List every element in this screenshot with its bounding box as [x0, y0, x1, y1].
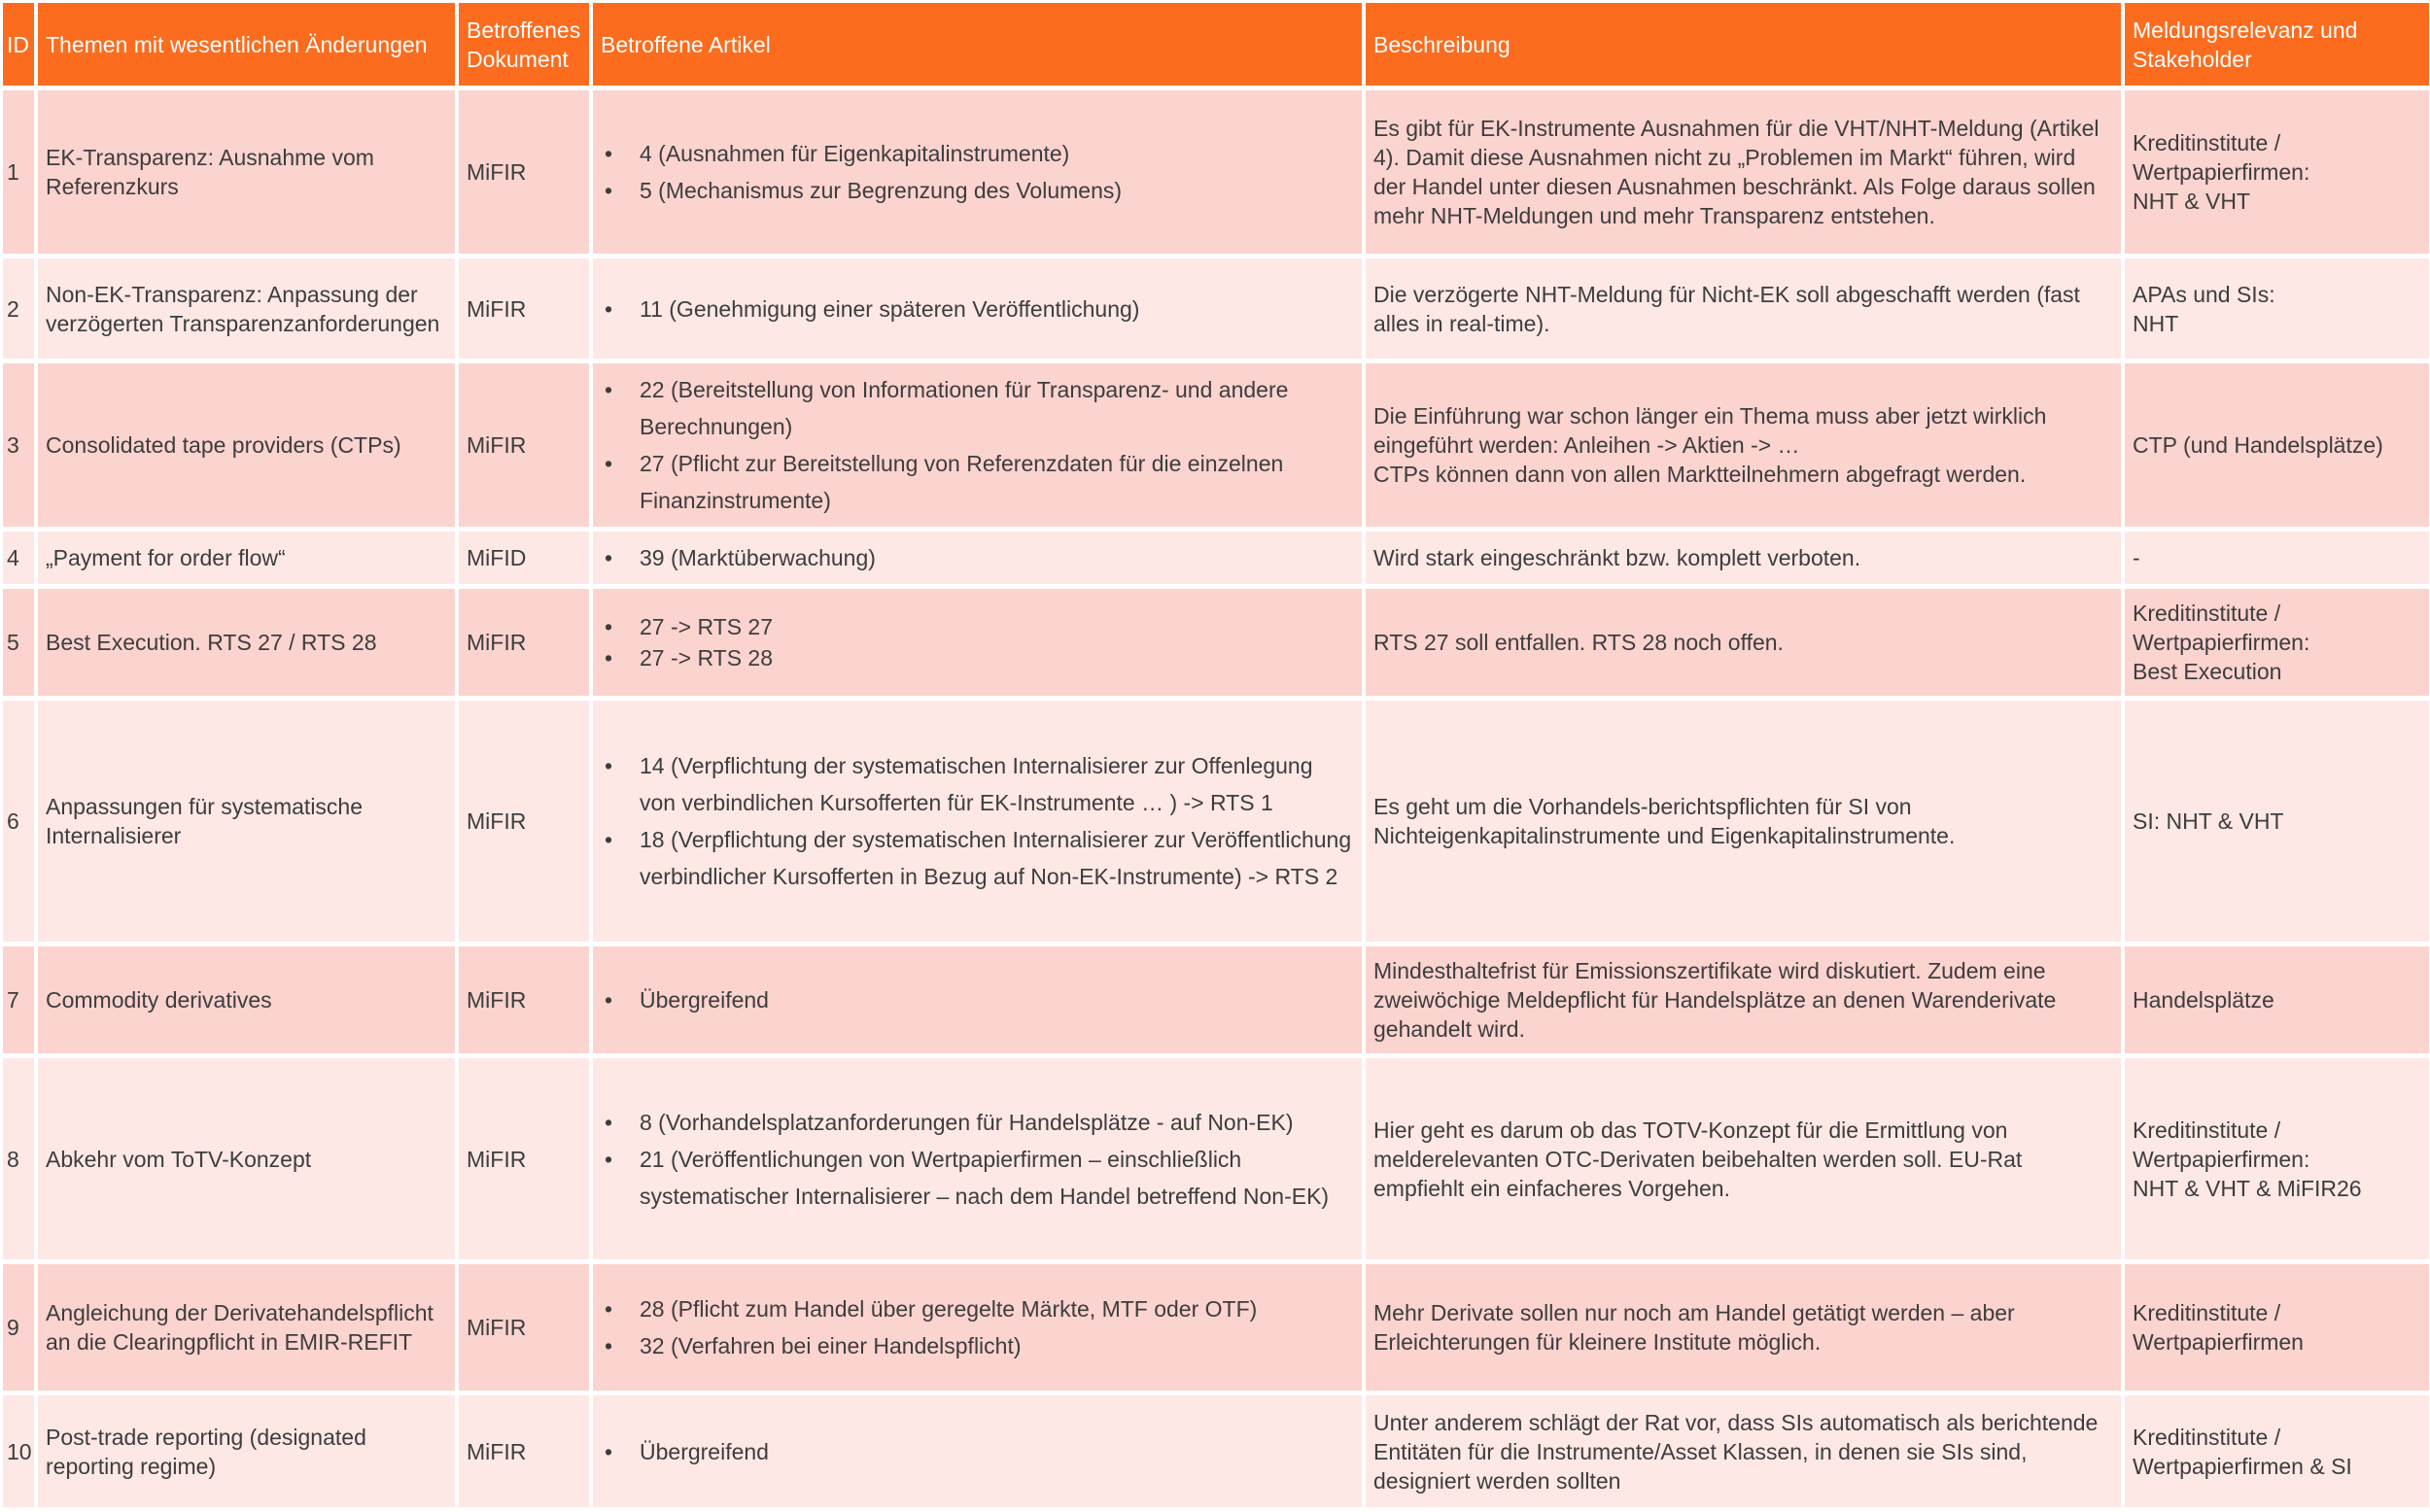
row-beschreibung: [1366, 532, 2121, 584]
row-artikel: [593, 90, 1362, 254]
row-artikel: [593, 363, 1362, 527]
row-thema: Angleichung der Derivatehandelspflicht an die Clearingpflicht in EMIR-REFIT: [38, 1264, 455, 1391]
beschreibung-text: Es gibt für EK-Instrumente Ausnahmen für die VHT/NHT-Meldung (Artikel 4). Damit diese Ausnahmen nicht zu „Problemen im Markt“ führen, wird der Handel unter diesen Ausnahmen beschränkt. Als Folge daraus sollen mehr NHT-Meldungen und mehr Transparenz entstehen.: [1373, 116, 2100, 228]
relevanz-text: APAs und SIs:: [2133, 281, 2275, 307]
row-beschreibung: [1366, 90, 2121, 254]
artikel-item: • 28 (Pflicht zum Handel über geregelte Märkte, MTF oder OTF): [640, 1290, 1354, 1327]
artikel-item: • 8 (Vorhandelsplatzanforderungen für Handelsplätze - auf Non-EK): [640, 1104, 1354, 1141]
artikel-item: • Übergreifend: [640, 1433, 1354, 1470]
artikel-list: [601, 611, 1354, 673]
header-relevanz: Meldungsrelevanz und Stakeholder: [2125, 3, 2429, 86]
beschreibung-text: Hier geht es darum ob das TOTV-Konzept für die Ermittlung von melderelevanten OTC-Derivaten beibehalten werden soll. EU-Rat empfiehlt ein einfacheres Vorgehen.: [1373, 1117, 2023, 1201]
beschreibung-text: Mehr Derivate sollen nur noch am Handel getätigt werden – aber Erleichterungen für kleinere Institute möglich.: [1373, 1300, 2015, 1355]
row-beschreibung: [1366, 946, 2121, 1053]
row-dokument: MiFIR: [459, 258, 589, 359]
row-id: 6: [3, 701, 34, 942]
row-artikel: [593, 1395, 1362, 1507]
row-id: 10: [3, 1395, 34, 1507]
row-beschreibung: [1366, 701, 2121, 942]
artikel-item: • Übergreifend: [640, 981, 1354, 1018]
artikel-list: [601, 135, 1354, 209]
beschreibung-text: Die verzögerte NHT-Meldung für Nicht-EK soll abgeschafft werden (fast alles in real-time).: [1373, 281, 2080, 336]
row-artikel: [593, 532, 1362, 584]
header-row: [3, 3, 2429, 86]
table-row: [3, 90, 2429, 254]
header-themen: Themen mit wesentlichen Änderungen: [38, 3, 455, 86]
row-dokument: MiFIR: [459, 946, 589, 1053]
row-artikel: [593, 701, 1362, 942]
relevanz-text: NHT & VHT: [2133, 189, 2250, 214]
row-thema: Consolidated tape providers (CTPs): [38, 363, 455, 527]
beschreibung-text: Wird stark eingeschränkt bzw. komplett verboten.: [1373, 545, 1861, 570]
artikel-item: • 11 (Genehmigung einer späteren Veröffentlichung): [640, 291, 1354, 327]
row-id: 7: [3, 946, 34, 1053]
relevanz-text: Kreditinstitute / Wertpapierfirmen:: [2133, 601, 2310, 655]
table-body: [3, 90, 2429, 1507]
row-id: 9: [3, 1264, 34, 1391]
row-artikel: [593, 258, 1362, 359]
row-relevanz: [2125, 1058, 2429, 1259]
table-row: [3, 1264, 2429, 1391]
row-thema: Commodity derivatives: [38, 946, 455, 1053]
artikel-item: • 14 (Verpflichtung der systematischen Internalisierer zur Offenlegung von verbindlichen Kursofferten für EK-Instrumente … ) -> RTS 1: [640, 747, 1354, 821]
relevanz-text: NHT & VHT & MiFIR26: [2133, 1175, 2362, 1201]
beschreibung-text: Mindesthaltefrist für Emissionszertifikate wird diskutiert. Zudem eine zweiwöchige Meldepflicht für Handelsplätze an denen Warenderivate gehandelt wird.: [1373, 958, 2057, 1042]
table-row: [3, 258, 2429, 359]
table-row: [3, 589, 2429, 696]
row-thema: „Payment for order flow“: [38, 532, 455, 584]
row-artikel: [593, 946, 1362, 1053]
artikel-list: [601, 1290, 1354, 1364]
row-dokument: MiFID: [459, 532, 589, 584]
artikel-list: [601, 291, 1354, 327]
row-relevanz: [2125, 1264, 2429, 1391]
table-row: [3, 946, 2429, 1053]
beschreibung-text: Es geht um die Vorhandels-berichtspflichten für SI von Nichteigenkapitalinstrumente und Eigenkapitalinstrumente.: [1373, 794, 1956, 848]
row-id: 1: [3, 90, 34, 254]
row-dokument: MiFIR: [459, 1058, 589, 1259]
table-row: [3, 1395, 2429, 1507]
row-dokument: MiFIR: [459, 589, 589, 696]
table-row: [3, 363, 2429, 527]
row-id: 4: [3, 532, 34, 584]
row-dokument: MiFIR: [459, 701, 589, 942]
row-thema: Non-EK-Transparenz: Anpassung der verzögerten Transparenzanforderungen: [38, 258, 455, 359]
row-relevanz: [2125, 701, 2429, 942]
relevanz-text: Best Execution: [2133, 659, 2282, 684]
artikel-item: • 22 (Bereitstellung von Informationen für Transparenz- und andere Berechnungen): [640, 371, 1354, 445]
relevanz-text: NHT: [2133, 310, 2179, 336]
row-id: 3: [3, 363, 34, 527]
row-thema: Best Execution. RTS 27 / RTS 28: [38, 589, 455, 696]
row-thema: EK-Transparenz: Ausnahme vom Referenzkurs: [38, 90, 455, 254]
artikel-item: • 21 (Veröffentlichungen von Wertpapierfirmen – einschließlich systematischer Internalisierer – nach dem Handel betreffend Non-EK): [640, 1141, 1354, 1215]
row-relevanz: [2125, 532, 2429, 584]
artikel-list: [601, 1433, 1354, 1470]
relevanz-text: -: [2133, 545, 2140, 570]
artikel-item: • 5 (Mechanismus zur Begrenzung des Volumens): [640, 172, 1354, 209]
row-relevanz: [2125, 589, 2429, 696]
row-beschreibung: [1366, 1395, 2121, 1507]
row-thema: Post-trade reporting (designated reporting regime): [38, 1395, 455, 1507]
artikel-item: • 39 (Marktüberwachung): [640, 539, 1354, 576]
header-dokument: Betroffenes Dokument: [459, 3, 589, 86]
beschreibung-text: Unter anderem schlägt der Rat vor, dass SIs automatisch als berichtende Entitäten für die Instrumente/Asset Klassen, in denen sie SIs sind, designiert werden sollten: [1373, 1409, 2099, 1494]
row-relevanz: [2125, 90, 2429, 254]
row-artikel: [593, 1058, 1362, 1259]
beschreibung-text: Die Einführung war schon länger ein Thema muss aber jetzt wirklich eingeführt werden: Anleihen -> Aktien -> …: [1373, 403, 2047, 458]
relevanz-text: Kreditinstitute / Wertpapierfirmen & SI: [2133, 1424, 2352, 1479]
row-relevanz: [2125, 1395, 2429, 1507]
artikel-item: • 18 (Verpflichtung der systematischen Internalisierer zur Veröffentlichung verbindlicher Kursofferten in Bezug auf Non-EK-Instrumente) -> RTS 2: [640, 821, 1354, 895]
header-id: ID: [3, 3, 34, 86]
table-row: [3, 701, 2429, 942]
row-beschreibung: [1366, 1264, 2121, 1391]
header-artikel: Betroffene Artikel: [593, 3, 1362, 86]
artikel-list: [601, 747, 1354, 895]
row-thema: Abkehr vom ToTV-Konzept: [38, 1058, 455, 1259]
row-beschreibung: [1366, 258, 2121, 359]
artikel-item: • 4 (Ausnahmen für Eigenkapitalinstrumente): [640, 135, 1354, 172]
row-dokument: MiFIR: [459, 1395, 589, 1507]
relevanz-text: Kreditinstitute / Wertpapierfirmen:: [2133, 130, 2310, 185]
row-id: 2: [3, 258, 34, 359]
relevanz-text: CTP (und Handelsplätze): [2133, 432, 2383, 458]
artikel-list: [601, 539, 1354, 576]
artikel-list: [601, 371, 1354, 519]
table-row: [3, 1058, 2429, 1259]
row-relevanz: [2125, 258, 2429, 359]
artikel-item: • 27 -> RTS 28: [640, 642, 1354, 673]
artikel-item: • 27 -> RTS 27: [640, 611, 1354, 642]
relevanz-text: Handelsplätze: [2133, 987, 2274, 1013]
beschreibung-text: CTPs können dann von allen Marktteilnehmern abgefragt werden.: [1373, 462, 2027, 487]
row-beschreibung: [1366, 589, 2121, 696]
relevanz-text: Kreditinstitute / Wertpapierfirmen:: [2133, 1117, 2310, 1172]
row-artikel: [593, 589, 1362, 696]
row-id: 5: [3, 589, 34, 696]
relevanz-text: SI: NHT & VHT: [2133, 808, 2284, 834]
row-dokument: MiFIR: [459, 363, 589, 527]
header-beschreibung: Beschreibung: [1366, 3, 2121, 86]
artikel-item: • 27 (Pflicht zur Bereitstellung von Referenzdaten für die einzelnen Finanzinstrumente): [640, 445, 1354, 519]
row-dokument: MiFIR: [459, 1264, 589, 1391]
row-artikel: [593, 1264, 1362, 1391]
row-thema: Anpassungen für systematische Internalisierer: [38, 701, 455, 942]
row-id: 8: [3, 1058, 34, 1259]
artikel-list: [601, 981, 1354, 1018]
row-beschreibung: [1366, 1058, 2121, 1259]
row-dokument: MiFIR: [459, 90, 589, 254]
row-beschreibung: [1366, 363, 2121, 527]
relevanz-text: Kreditinstitute / Wertpapierfirmen: [2133, 1300, 2304, 1355]
beschreibung-text: RTS 27 soll entfallen. RTS 28 noch offen.: [1373, 630, 1784, 655]
row-relevanz: [2125, 946, 2429, 1053]
table-row: [3, 532, 2429, 584]
artikel-list: [601, 1104, 1354, 1215]
artikel-item: • 32 (Verfahren bei einer Handelspflicht): [640, 1327, 1354, 1364]
row-relevanz: [2125, 363, 2429, 527]
